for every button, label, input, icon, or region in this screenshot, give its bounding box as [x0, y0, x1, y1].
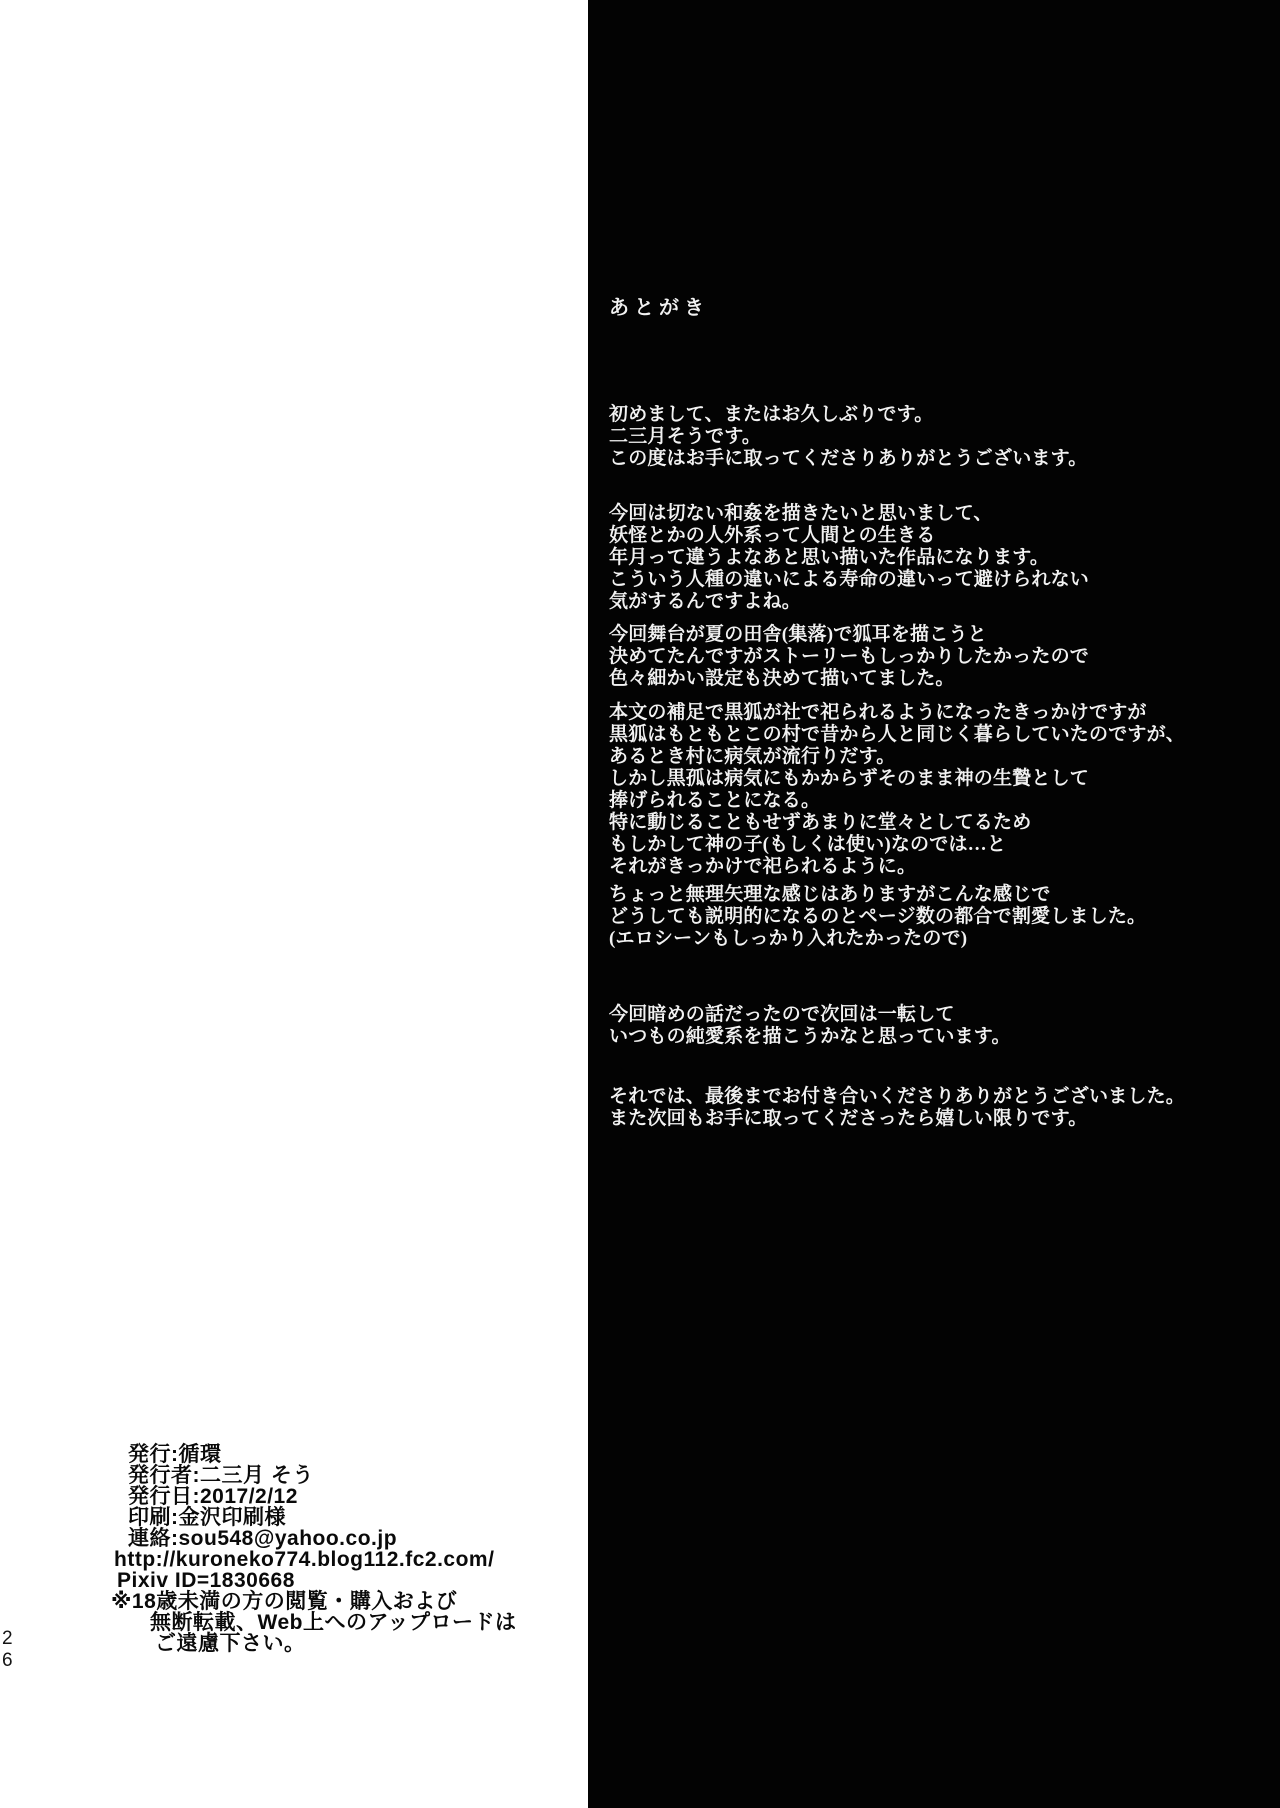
afterword-line: いつもの純愛系を描こうかなと思っています。 — [609, 1026, 1011, 1047]
afterword-paragraph-concept — [609, 503, 1089, 613]
afterword-line: どうしても説明的になるのとページ数の都合で割愛しました。 — [609, 906, 1147, 927]
afterword-line: 初めまして、またはお久しぶりです。 — [609, 404, 934, 425]
afterword-paragraph-backstory — [609, 702, 1185, 878]
afterword-line: それでは、最後までお付き合いくださりありがとうございました。 — [609, 1086, 1186, 1107]
afterword-line: 年月って違うよなあと思い描いた作品になります。 — [609, 547, 1050, 568]
colophon-blog-url: http://kuroneko774.blog112.fc2.com/ — [114, 1548, 495, 1571]
afterword-line: 気がするんですよね。 — [609, 591, 802, 612]
colophon-warning-line-3: ご遠慮下さい。 — [155, 1632, 306, 1655]
page-number-digit: 2 — [2, 1628, 13, 1649]
page-number-digit: 6 — [2, 1650, 13, 1671]
afterword-line: 決めてたんですがストーリーもしっかりしたかったので — [609, 646, 1090, 667]
colophon-publish-date: 発行日:2017/2/12 — [128, 1485, 298, 1508]
afterword-line: こういう人種の違いによる寿命の違いって避けられない — [609, 569, 1090, 590]
colophon-pixiv-id: Pixiv ID=1830668 — [117, 1569, 295, 1592]
afterword-line: この度はお手に取ってくださりありがとうございます。 — [609, 448, 1088, 469]
afterword-line: (エロシーンもしっかり入れたかったので) — [609, 928, 968, 949]
afterword-paragraph-next-work — [609, 1004, 1011, 1048]
afterword-line: また次回もお手に取ってくださったら嬉しい限りです。 — [609, 1108, 1088, 1129]
afterword-line: それがきっかけで祀られるように。 — [609, 856, 917, 877]
afterword-paragraph-setting — [609, 624, 1089, 690]
afterword-title: あとがき — [609, 297, 709, 319]
afterword-line: もしかして神の子(もしくは使い)なのでは…と — [609, 834, 1007, 855]
afterword-line: 特に動じることもせずあまりに堂々としてるため — [609, 812, 1032, 833]
afterword-panel — [588, 0, 1280, 1808]
colophon-author: 発行者:二三月 そう — [128, 1464, 314, 1487]
afterword-line: 今回舞台が夏の田舎(集落)で狐耳を描こうと — [609, 624, 987, 645]
afterword-line: 捧げられることになる。 — [609, 790, 821, 811]
afterword-line: しかし黒孤は病気にもかからずそのまま神の生贄として — [609, 768, 1090, 789]
afterword-line: 本文の補足で黒狐が社で祀られるようになったきっかけですが — [609, 702, 1147, 723]
afterword-paragraph-greeting — [609, 404, 1087, 470]
afterword-line: あるとき村に病気が流行りだす。 — [609, 746, 896, 767]
colophon-contact-email: 連絡:sou548@yahoo.co.jp — [128, 1527, 398, 1550]
afterword-line: 黒狐はもともとこの村で昔から人と同じく暮らしていたのですが、 — [609, 724, 1186, 745]
afterword-line: ちょっと無理矢理な感じはありますがこんな感じで — [609, 884, 1051, 905]
afterword-line: 色々細かい設定も決めて描いてました。 — [609, 668, 955, 689]
afterword-paragraph-closing — [609, 1086, 1185, 1130]
colophon-warning-line-1: ※18歳未満の方の閲覧・購入および — [111, 1590, 458, 1613]
afterword-paragraph-apology — [609, 884, 1146, 950]
afterword-line: 妖怪とかの人外系って人間との生きる — [609, 525, 936, 546]
afterword-line: 二三月そうです。 — [609, 426, 762, 447]
colophon-warning-line-2: 無断転載、Web上へのアップロードは — [150, 1611, 517, 1634]
afterword-line: 今回暗めの話だったので次回は一転して — [609, 1004, 955, 1025]
colophon-publisher: 発行:循環 — [128, 1443, 222, 1466]
page-number — [2, 1628, 13, 1672]
afterword-line: 今回は切ない和姦を描きたいと思いまして、 — [609, 503, 993, 524]
colophon — [111, 1443, 517, 1655]
colophon-printer: 印刷:金沢印刷様 — [128, 1506, 286, 1529]
